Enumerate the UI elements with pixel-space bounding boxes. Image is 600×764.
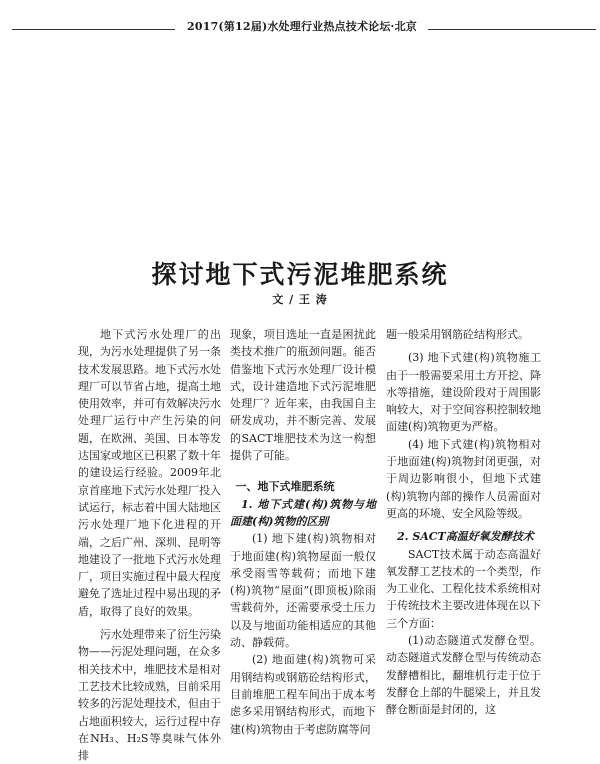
article-title: 探讨地下式污泥堆肥系统: [151, 259, 449, 289]
paragraph: (2) 地面建(构)筑物可采用钢结构或钢筋砼结构形式，目前堆肥工程车间出于成本考虑多采用钢结构形式，而地下建(构)筑物由于考虑防腐等问: [230, 653, 376, 736]
paragraph: (1)动态隧道式发酵仓型。动态隧道式发酵仓型与传统动态发酵槽相比，翻堆机行走于位于发酵仓上部的牛腿梁上，并且发酵仓断面是封闭的，这: [386, 634, 541, 717]
article-author: 文 / 王 涛: [272, 293, 328, 306]
subsection-heading: 2. SACT高温好氧发酵技术: [397, 530, 534, 544]
paragraph: (3) 地下式建(构)筑物施工由于一般需要采用土方开挖、降水等措施，建设阶段对于周围影响较大，对于空间容积控制较地面建(构)筑物更为严格。: [386, 351, 541, 434]
paragraph: (4) 地下式建(构)筑物相对于地面建(构)筑物封闭更强，对于周边影响很小，但地下式建(构)筑物内部的操作人员需面对更高的环境、安全风险等级。: [386, 437, 541, 520]
paragraph: 污水处理带来了衍生污染物——污泥处理问题，在众多相关技术中，堆肥技术是相对工艺技术比较成熟，目前采用较多的污泥处理技术，但由于占地面积较大，运行过程中存在NH₃、H₂S等臭味气体外排: [78, 628, 221, 763]
text-column-1: [78, 326, 221, 763]
paragraph: 地下式污水处理厂的出现，为污水处理提供了另一条技术发展思路。地下式污水处理厂可以节省占地，提高土地使用效率，并可有效解决污水处理厂运行中产生污染的问题，在欧洲、美国、日本等发达国家或地区已积累了数十年的建设运行经验。2009年北京首座地下式污水处理厂投入试运行，标志着中国大陆地区污水处理厂地下化进程的开端，之后广州、深圳、昆明等地建设了一批地下式污水处理厂，项目实施过程中最大程度避免了选址过程中易出现的矛盾，取得了良好的效果。: [78, 328, 221, 618]
paragraph: SACT技术属于动态高温好氧发酵工艺技术的一个类型，作为工业化、工程化技术系统相对于传统技术主要改进体现在以下三个方面：: [386, 547, 541, 630]
header-rule-left: [12, 29, 175, 30]
text-column-2: [230, 326, 376, 736]
section-heading: 一、地下式堆肥系统: [235, 480, 335, 494]
subsection-heading: 1. 地下式建(构)筑物与地面建(构)筑物的区别: [230, 497, 376, 528]
paragraph: (1) 地下建(构)筑物相对于地面建(构)筑物屋面一般仅承受雨雪等载荷；而地下建(构)筑物“屋面”(即顶板)除雨雪载荷外，还需要承受土压力以及与地面功能相适应的其他动、静载荷。: [230, 532, 376, 650]
running-header: 2017(第12届)水处理行业热点技术论坛·北京: [187, 20, 417, 33]
text-column-3: [386, 326, 541, 717]
paragraph: 现象，项目选址一直是困扰此类技术推广的瓶颈问题。能否借鉴地下式污水处理厂设计模式，设计建造地下式污泥堆肥处理厂？近年来，由我国自主研发成功，并不断完善、发展的SACT堆肥技术为这一构想提供了可能。: [230, 328, 376, 463]
header-rule-right: [428, 29, 596, 30]
paragraph: 题一般采用钢筋砼结构形式。: [386, 328, 529, 341]
